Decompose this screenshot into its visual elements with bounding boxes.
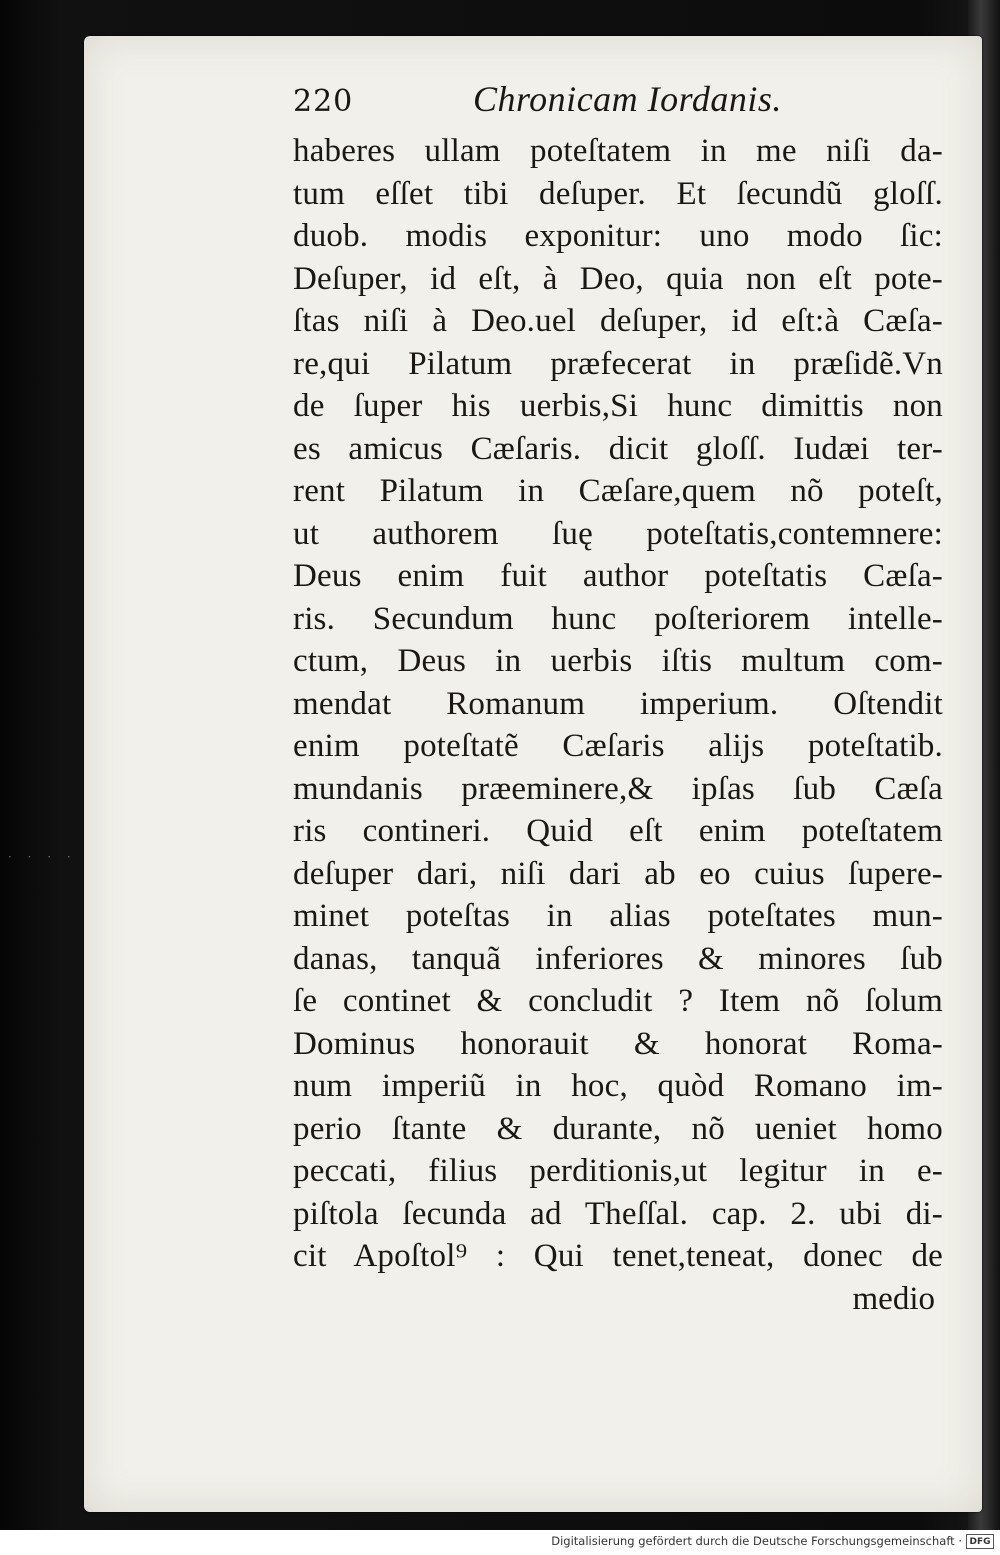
footer-bar xyxy=(0,1530,1000,1555)
text-lines xyxy=(293,130,943,1278)
margin-marks: · · · · xyxy=(8,850,77,864)
text-line: enim poteſtatẽ Cæſaris alijs poteſtatib. xyxy=(293,728,943,764)
text-line: minet poteſtas in alias poteſtates mun- xyxy=(293,898,943,934)
text-line: Deus enim fuit author poteſtatis Cæſa- xyxy=(293,558,943,594)
text-line: danas, tanquã inferiores & minores ſub xyxy=(293,940,943,977)
text-line: ſe continet & concludit ? Item nõ ſolum xyxy=(293,983,943,1019)
text-line: duob. modis exponitur: uno modo ſic: xyxy=(293,218,943,254)
text-line: ris contineri. Quid eſt enim poteſtatem xyxy=(293,813,943,849)
text-line: mendat Romanum imperium. Oſtendit xyxy=(293,685,943,722)
text-line: Dominus honorauit & honorat Roma- xyxy=(293,1025,943,1062)
text-line: ctum, Deus in uerbis iſtis multum com- xyxy=(293,643,943,679)
text-line: de ſuper his uerbis,Si hunc dimittis non xyxy=(293,388,943,424)
text-line: rent Pilatum in Cæſare,quem nõ poteſt, xyxy=(293,473,943,509)
running-head xyxy=(293,78,943,130)
catchword: medio xyxy=(852,1280,935,1317)
text-line: re,qui Pilatum præfecerat in præſidẽ.Vn xyxy=(293,345,943,382)
funding-credit: Digitalisierung gefördert durch die Deutsche Forschungsgemeinschaft · xyxy=(551,1534,962,1548)
running-title: Chronicam Iordanis. xyxy=(473,79,782,119)
text-block xyxy=(293,78,943,1320)
text-line: ris. Secundum hunc poſteriorem intelle- xyxy=(293,600,943,637)
text-line: haberes ullam poteſtatem in me niſi da- xyxy=(293,133,943,169)
dfg-logo: DFG xyxy=(966,1534,994,1549)
text-line: deſuper dari, niſi dari ab eo cuius ſupere- xyxy=(293,855,943,892)
page-number: 220 xyxy=(293,84,354,119)
text-line: num imperiũ in hoc, quòd Romano im- xyxy=(293,1068,943,1104)
text-line: piſtola ſecunda ad Theſſal. cap. 2. ubi di- xyxy=(293,1195,943,1232)
text-line: ſtas niſi à Deo.uel deſuper, id eſt:à Cæſa- xyxy=(293,303,943,339)
text-line: cit Apoſtol⁹ : Qui tenet,teneat, donec de xyxy=(293,1238,943,1274)
text-line: tum eſſet tibi deſuper. Et ſecundũ gloſſ. xyxy=(293,175,943,212)
text-line: Deſuper, id eſt, à Deo, quia non eſt pote- xyxy=(293,260,943,297)
text-line: mundanis præeminere,& ipſas ſub Cæſa xyxy=(293,770,943,807)
text-line: ut authorem ſuę poteſtatis,contemnere: xyxy=(293,515,943,552)
text-line: perio ſtante & durante, nõ ueniet homo xyxy=(293,1110,943,1147)
text-line: peccati, filius perditionis,ut legitur in e- xyxy=(293,1153,943,1189)
text-line: es amicus Cæſaris. dicit gloſſ. Iudæi ter- xyxy=(293,430,943,467)
